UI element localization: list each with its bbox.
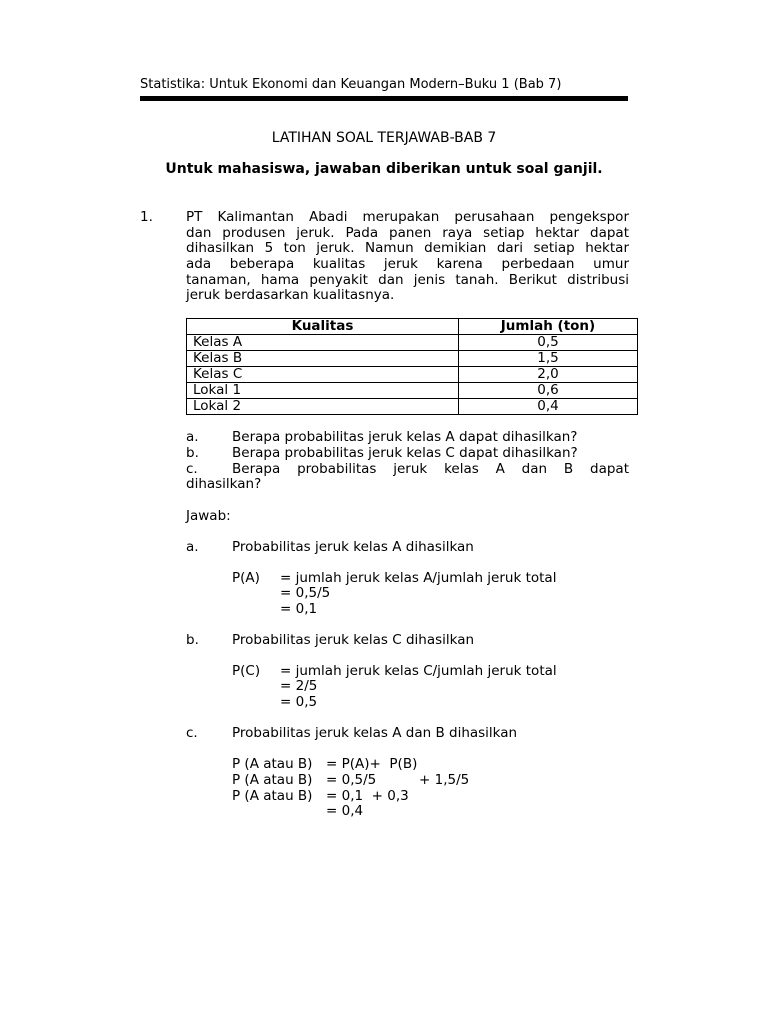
answer-a-line: = 0,5/5 — [280, 585, 331, 601]
table-cell-amount: 0,4 — [459, 399, 638, 415]
answer-c-title: Probabilitas jeruk kelas A dan B dihasilkan — [232, 725, 518, 741]
answer-b-line: = 0,5 — [280, 694, 318, 710]
answer-c-lhs: P (A atau B) — [232, 756, 313, 772]
subquestion-c-label: c. — [186, 461, 198, 477]
paragraph-line: tanaman, hama penyakit dan jenis tanah. Berikut distribusi — [186, 271, 629, 288]
answer-c-lhs: P (A atau B) — [232, 772, 313, 788]
answer-b-lhs: P(C) — [232, 663, 261, 679]
subquestion-b-label: b. — [186, 445, 199, 461]
quality-table — [186, 318, 638, 415]
answer-b-title: Probabilitas jeruk kelas C dihasilkan — [232, 632, 475, 648]
answer-heading: Jawab: — [186, 508, 231, 524]
table-cell-amount: 1,5 — [459, 351, 638, 367]
answer-c-lhs: P (A atau B) — [232, 788, 313, 804]
table-cell-quality: Lokal 1 — [187, 383, 459, 399]
answer-a-line: = jumlah jeruk kelas A/jumlah jeruk total — [280, 570, 557, 586]
column-header-kualitas: Kualitas — [187, 319, 459, 335]
subquestion-c-text-cont: dihasilkan? — [186, 476, 262, 492]
subquestion-b-text: Berapa probabilitas jeruk kelas C dapat dihasilkan? — [232, 445, 578, 461]
table-cell-amount: 2,0 — [459, 367, 638, 383]
running-header: Statistika: Untuk Ekonomi dan Keuangan Modern–Buku 1 (Bab 7) — [140, 77, 562, 92]
table-row — [187, 335, 638, 351]
page-subtitle: Untuk mahasiswa, jawaban diberikan untuk soal ganjil. — [165, 161, 603, 177]
table-cell-quality: Lokal 2 — [187, 399, 459, 415]
answer-a-lhs: P(A) — [232, 570, 260, 586]
column-header-jumlah: Jumlah (ton) — [459, 319, 638, 335]
table-header-row — [187, 319, 638, 335]
answer-c-rhs: = 0,1 + 0,3 — [326, 788, 409, 804]
table-row — [187, 383, 638, 399]
table-row — [187, 399, 638, 415]
table-cell-quality: Kelas C — [187, 367, 459, 383]
table-cell-quality: Kelas A — [187, 335, 459, 351]
answer-a-label: a. — [186, 539, 199, 555]
paragraph-line: ada beberapa kualitas jeruk karena perbedaan umur — [186, 256, 629, 273]
table-cell-amount: 0,5 — [459, 335, 638, 351]
answer-a-line: = 0,1 — [280, 601, 318, 617]
answer-c-rhs: = P(A)+ P(B) — [326, 756, 418, 772]
paragraph-line: dan produsen jeruk. Pada panen raya setiap hektar dapat — [186, 224, 629, 241]
subquestion-c-text: Berapa probabilitas jeruk kelas A dan B dapat — [232, 461, 629, 477]
answer-c-rhs: + 1,5/5 — [419, 772, 470, 788]
paragraph-line: dihasilkan 5 ton jeruk. Namun demikian dari setiap hektar — [186, 240, 629, 257]
table-cell-amount: 0,6 — [459, 383, 638, 399]
table-row — [187, 367, 638, 383]
subquestion-a-label: a. — [186, 429, 199, 445]
page-title: LATIHAN SOAL TERJAWAB-BAB 7 — [271, 130, 497, 146]
table-row — [187, 351, 638, 367]
subquestion-a-text: Berapa probabilitas jeruk kelas A dapat dihasilkan? — [232, 429, 578, 445]
answer-c-result: = 0,4 — [326, 803, 364, 819]
answer-b-line: = jumlah jeruk kelas C/jumlah jeruk total — [280, 663, 557, 679]
paragraph-line: jeruk berdasarkan kualitasnya. — [186, 287, 395, 304]
answer-a-title: Probabilitas jeruk kelas A dihasilkan — [232, 539, 474, 555]
header-rule — [140, 96, 628, 101]
question-paragraph — [186, 210, 629, 304]
table-cell-quality: Kelas B — [187, 351, 459, 367]
answer-c-label: c. — [186, 725, 198, 741]
answer-b-label: b. — [186, 632, 199, 648]
question-number: 1. — [140, 209, 153, 225]
paragraph-line: PT Kalimantan Abadi merupakan perusahaan pengekspor — [186, 209, 629, 225]
answer-b-line: = 2/5 — [280, 678, 318, 694]
answer-c-rhs: = 0,5/5 — [326, 772, 377, 788]
